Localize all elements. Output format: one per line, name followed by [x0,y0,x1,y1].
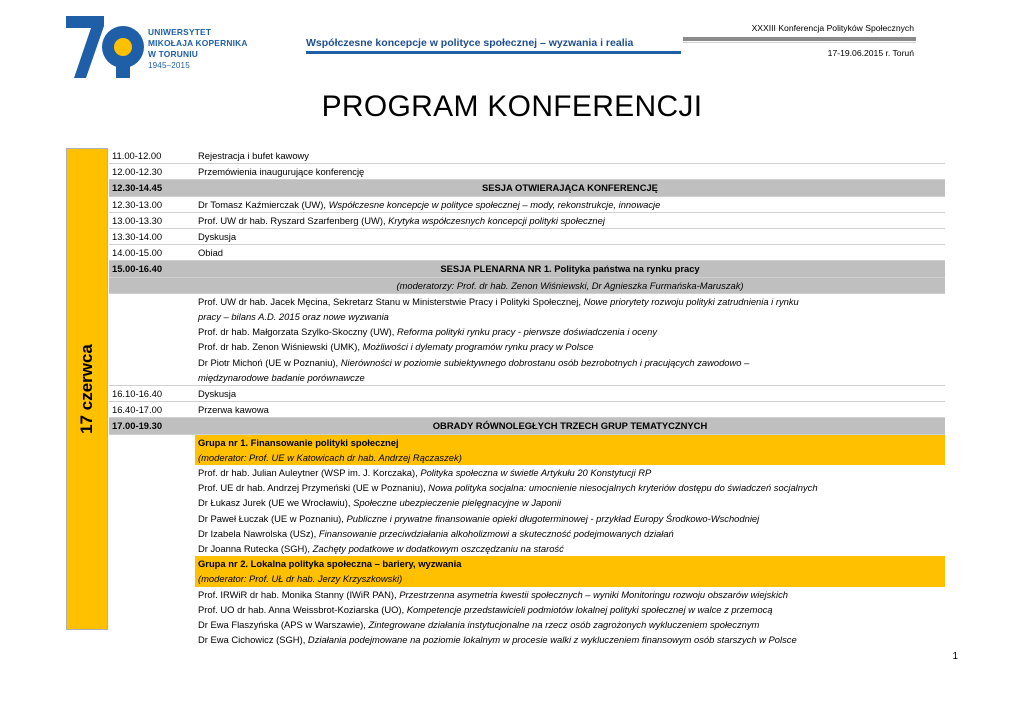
group-title: Grupa nr 1. Finansowanie polityki społecznej [195,434,945,450]
talk-title: Finansowanie przeciwdziałania alkoholizmowi a skuteczność podejmowanych działań [318,527,674,539]
time-cell: 17.00-19.30 [109,418,195,434]
talk-title: Zachęty podatkowe w dodatkowym oszczędzaniu na starość [312,543,564,555]
time-cell [109,355,195,370]
talk-author: Prof. dr hab. Zenon Wiśniewski (UMK), [198,341,363,353]
time-cell: 16.10-16.40 [109,386,195,402]
time-cell [109,293,195,309]
talk-entry [195,324,945,339]
talk-title-continued [195,309,945,324]
time-cell [109,309,195,324]
talk-author: Dr Tomasz Kaźmierczak (UW), [198,198,329,210]
talk-author: Dr Izabela Nawrolska (USz), [198,527,319,539]
talk-entry [195,526,945,541]
time-cell [109,526,195,541]
talk-title: pracy – bilans A.D. 2015 oraz nowe wyzwania [198,311,389,323]
talk-entry [195,541,945,556]
time-cell [109,556,195,571]
day-label: 17 czerwca [77,344,96,434]
conference-name: XXXIII Konferencja Polityków Społecznych [751,23,914,33]
talk-entry [195,293,945,309]
time-cell: 15.00-16.40 [109,261,195,277]
talk-title: międzynarodowe badanie porównawcze [198,371,365,383]
time-cell [109,571,195,586]
talk-entry [195,355,945,370]
program-row [109,587,945,602]
header-divider-blue [306,51,681,54]
time-cell: 13.30-14.00 [109,229,195,245]
talk-title: Działania podejmowane na poziomie lokalnym w procesie walki z wykluczeniem finansowym osób starszych w Polsce [307,634,797,646]
day-column [66,148,108,630]
talk-author: Dr Paweł Łuczak (UE w Poznaniu), [198,512,347,524]
university-logo [64,14,264,80]
university-years: 1945–2015 [148,61,190,70]
time-cell [109,587,195,602]
talk-title: Publiczne i prywatne finansowanie opieki długoterminowej - przykład Europy Środkowo-Wschodniej [346,512,760,524]
talk-author: Prof. UO dr hab. Anna Weissbrot-Koziarska (UO), [198,603,407,615]
talk-entry [195,480,945,495]
session-moderators: (moderatorzy: Prof. dr hab. Zenon Wiśniewski, Dr Agnieszka Furmańska-Maruszak) [195,277,945,293]
university-line-1: UNIWERSYTET [148,27,212,37]
university-name [148,27,248,71]
program-row [109,339,945,354]
session-title: SESJA OTWIERAJĄCA KONFERENCJĘ [195,180,945,196]
time-cell: 12.30-13.00 [109,196,195,212]
page-number: 1 [952,651,958,662]
time-cell: 12.30-14.45 [109,180,195,196]
time-cell [109,339,195,354]
talk-title: Nierówności w poziomie subiektywnego dobrostanu osób bezrobotnych i pracujących zawodowo – [340,356,750,368]
talk-title: Nowe priorytety rozwoju polityki zatrudnienia i rynku [583,295,799,307]
agenda-item: Obiad [195,245,945,261]
program-row [109,196,945,212]
program-row [109,309,945,324]
time-cell: 16.40-17.00 [109,402,195,418]
group-moderator: (moderator: Prof. UE w Katowicach dr hab. Andrzej Rączaszek) [195,450,945,465]
program-row [109,480,945,495]
session-title: SESJA PLENARNA NR 1. Polityka państwa na rynku pracy [195,261,945,277]
program-row [109,541,945,556]
talk-title: Nowa polityka socjalna: umocnienie niesocjalnych kryteriów dostępu do świadczeń socjalnych [428,482,818,494]
program-row [109,148,945,164]
talk-title: Zintegrowane działania instytucjonalne na rzecz osób zagrożonych wykluczeniem społecznym [368,619,760,631]
page-title: PROGRAM KONFERENCJI [321,90,703,123]
program-row [109,245,945,261]
time-cell [109,617,195,632]
program-row [109,277,945,293]
talk-author: Dr Łukasz Jurek (UE we Wrocławiu), [198,497,354,509]
talk-author: Prof. dr hab. Małgorzata Szylko-Skoczny (UW), [198,326,398,338]
time-cell [109,324,195,339]
agenda-item: Dyskusja [195,229,945,245]
talk-entry [195,632,945,647]
talk-entry [195,196,945,212]
program-row [109,402,945,418]
time-cell [109,277,195,293]
time-cell [109,370,195,386]
talk-title: Polityka społeczna w świetle Artykułu 20 Konstytucji RP [420,467,652,479]
header-divider-gray-thin [683,42,916,43]
time-cell [109,480,195,495]
time-cell [109,602,195,617]
agenda-item: Rejestracja i bufet kawowy [195,148,945,164]
program-row [109,180,945,196]
time-cell: 12.00-12.30 [109,164,195,180]
program-row [109,632,945,647]
time-cell: 11.00-12.00 [109,148,195,164]
agenda-item: Dyskusja [195,386,945,402]
talk-author: Prof. UE dr hab. Andrzej Przymeński (UE w Poznaniu), [198,482,429,494]
program-row [109,511,945,526]
conference-date: 17-19.06.2015 r. Toruń [827,48,914,58]
program-row [109,556,945,571]
talk-author: Prof. UW dr hab. Ryszard Szarfenberg (UW), [198,214,389,226]
program-row [109,602,945,617]
program-row [109,495,945,510]
time-cell [109,541,195,556]
group-title: Grupa nr 2. Lokalna polityka społeczna – bariery, wyzwania [195,556,945,571]
header-divider-gray [683,37,916,41]
talk-entry [195,495,945,510]
talk-author: Dr Ewa Cichowicz (SGH), [198,634,308,646]
time-cell [109,434,195,450]
university-line-3: W TORUNIU [148,49,199,59]
time-cell [109,511,195,526]
talk-title: Możliwości i dylematy programów rynku pracy w Polsce [362,341,594,353]
program-row [109,465,945,480]
talk-title-continued [195,370,945,386]
talk-entry [195,602,945,617]
talk-author: Dr Ewa Flaszyńska (APS w Warszawie), [198,619,369,631]
program-row [109,293,945,309]
talk-entry [195,511,945,526]
talk-title: Współczesne koncepcje w polityce społecznej – mody, rekonstrukcje, innowacje [328,198,661,210]
time-cell [109,495,195,510]
program-row [109,212,945,228]
group-moderator: (moderator: Prof. UŁ dr hab. Jerzy Krzyszkowski) [195,571,945,586]
program-row [109,164,945,180]
talk-title: Społeczne ubezpieczenie pielęgnacyjne w Japonii [353,497,562,509]
talk-entry [195,587,945,602]
talk-title: Przestrzenna asymetria kwestii społecznych – wyniki Monitoringu rozwoju obszarów wiejskich [399,588,788,600]
talk-title: Kompetencje przedstawicieli podmiotów lokalnej polityki społecznej w walce z przemocą [406,603,773,615]
program-row [109,526,945,541]
talk-entry [195,465,945,480]
talk-title: Reforma polityki rynku pracy - pierwsze doświadczenia i oceny [397,326,658,338]
talk-author: Dr Joanna Rutecka (SGH), [198,543,313,555]
talk-author: Prof. IRWiR dr hab. Monika Stanny (IWiR PAN), [198,588,400,600]
logo-70-icon [64,14,146,80]
agenda-item: Przemówienia inaugurujące konferencję [195,164,945,180]
time-cell: 13.00-13.30 [109,212,195,228]
agenda-item: Przerwa kawowa [195,402,945,418]
session-title: OBRADY RÓWNOLEGŁYCH TRZECH GRUP TEMATYCZNYCH [195,418,945,434]
program-row [109,434,945,450]
talk-author: Prof. dr hab. Julian Auleytner (WSP im. J. Korczaka), [198,467,421,479]
talk-author: Dr Piotr Michoń (UE w Poznaniu), [198,356,341,368]
talk-author: Prof. UW dr hab. Jacek Męcina, Sekretarz Stanu w Ministerstwie Pracy i Polityki Społecznej, [198,295,584,307]
time-cell [109,465,195,480]
time-cell [109,450,195,465]
program-row [109,571,945,586]
program-row [109,617,945,632]
program-row [109,261,945,277]
program-row [109,370,945,386]
program-row [109,418,945,434]
university-line-2: MIKOŁAJA KOPERNIKA [148,38,248,48]
program-row [109,355,945,370]
talk-entry [195,617,945,632]
talk-title: Krytyka współczesnych koncepcji polityki społecznej [388,214,605,226]
conference-subtitle: Współczesne koncepcje w polityce społecznej – wyzwania i realia [306,37,634,49]
time-cell [109,632,195,647]
program-row [109,324,945,339]
program-row [109,386,945,402]
talk-entry [195,212,945,228]
talk-entry [195,339,945,354]
program-table [109,148,945,648]
time-cell: 14.00-15.00 [109,245,195,261]
program-row [109,450,945,465]
program-row [109,229,945,245]
